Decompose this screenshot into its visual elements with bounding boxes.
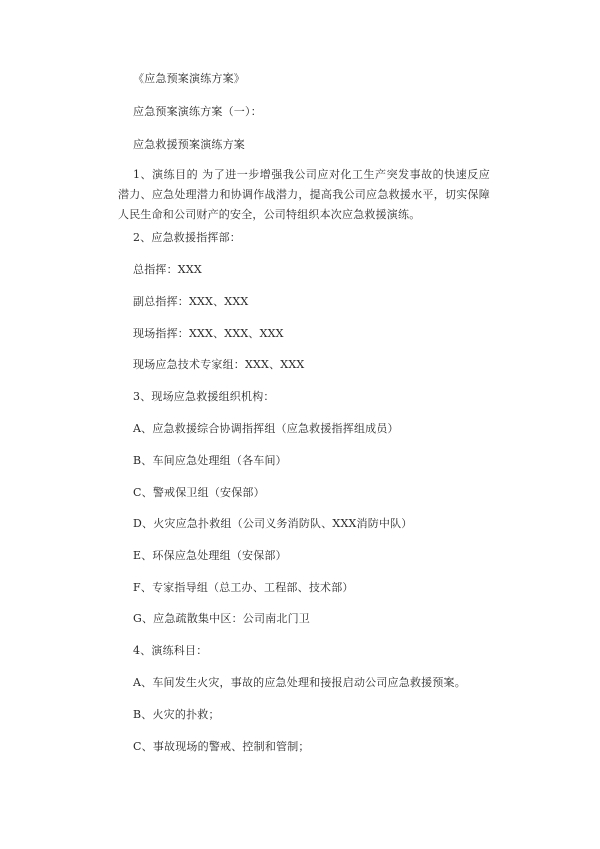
purpose-paragraph: 1、演练目的 为了进一步增强我公司应对化工生产突发事故的快速反应潜力、应急处理潜力和协调作战潜力，提高我公司应急救援水平，切实保障人民生命和公司财产的安全，公司特组织本次应急救援演练。	[118, 168, 490, 221]
expert-group-line: 现场应急技术专家组：XXX、XXX	[133, 358, 305, 371]
document-title: 《应急预案演练方案》	[133, 72, 245, 85]
command-heading: 2、应急救援指挥部：	[133, 231, 241, 244]
deputy-commander-line: 副总指挥：XXX、XXX	[133, 295, 249, 308]
org-item-e: E、环保应急处理组（安保部）	[133, 549, 287, 562]
section-heading: 应急救援预案演练方案	[133, 138, 245, 151]
document-subtitle: 应急预案演练方案（一）：	[133, 105, 262, 118]
drill-item-c: C、事故现场的警戒、控制和管制；	[133, 740, 310, 753]
drill-heading: 4、演练科目：	[133, 644, 208, 657]
commander-line: 总指挥：XXX	[133, 263, 202, 276]
drill-item-b: B、火灾的扑救；	[133, 708, 220, 721]
org-item-a: A、应急救援综合协调指挥组（应急救援指挥组成员）	[133, 422, 399, 435]
org-item-b: B、车间应急处理组（各车间）	[133, 454, 287, 467]
org-item-f: F、专家指导组（总工办、工程部、技术部）	[133, 581, 354, 594]
org-heading: 3、现场应急救援组织机构：	[133, 390, 275, 403]
org-item-c: C、警戒保卫组（安保部）	[133, 486, 265, 499]
drill-item-a: A、车间发生火灾，事故的应急处理和接报启动公司应急救援预案。	[133, 676, 466, 689]
site-commander-line: 现场指挥：XXX、XXX、XXX	[133, 327, 284, 340]
org-item-d: D、火灾应急扑救组（公司义务消防队、XXX消防中队）	[133, 517, 413, 530]
org-item-g: G、应急疏散集中区：公司南北门卫	[133, 612, 310, 625]
